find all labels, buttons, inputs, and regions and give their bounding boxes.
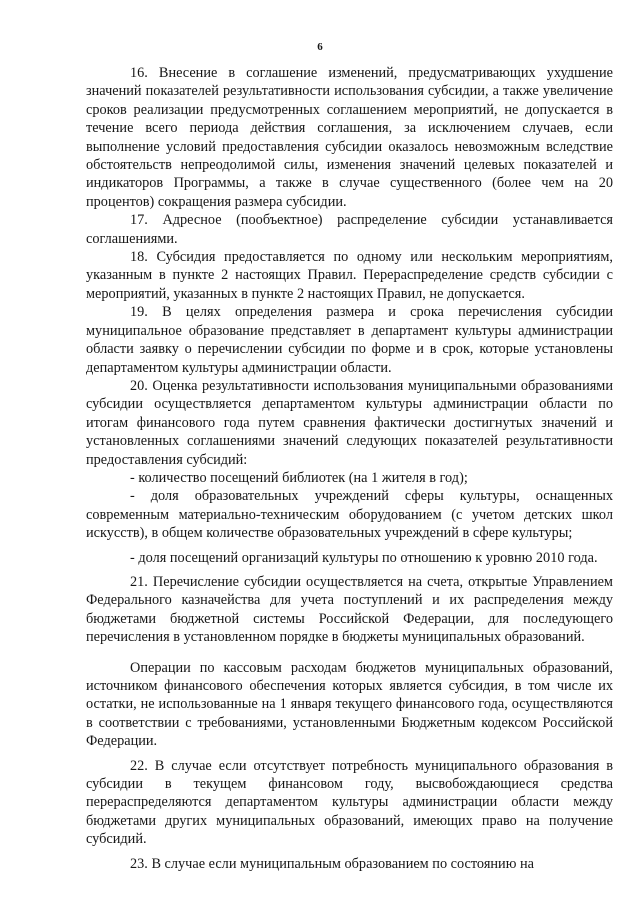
paragraph-cash-operations: Операции по кассовым расходам бюджетов муниципальных образований, источником финансового обеспечения которых является субсидия, в том числе их остатки, не использованные на 1 января текущего финансового года, осуществляются в соответствии с требованиями, установленными Бюджетным кодексом Российской Федерации. (86, 659, 613, 750)
indicator-library-visits: - количество посещений библиотек (на 1 жителя в год); (130, 469, 468, 486)
indicator-culture-visits: - доля посещений организаций культуры по отношению к уровню 2010 года. (130, 549, 598, 566)
paragraph-18: 18. Субсидия предоставляется по одному или нескольким мероприятиям, указанным в пункте 2 настоящих Правил. Перераспределение средств субсидии с мероприятий, указанных в пункте 2 настоящих Правил, не допускается. (86, 249, 613, 302)
paragraph-19: 19. В целях определения размера и срока перечисления субсидии муниципальное образование представляет в департамент культуры администрации области заявку о перечислении субсидии по форме и в срок, которые установлены департаментом культуры администрации области. (86, 304, 613, 376)
paragraph-22: 22. В случае если отсутствует потребность муниципального образования в субсидии в текущем финансовом году, высвобождающиеся средства перераспределяются департаментом культуры администрации области между бюджетами других муниципальных образований, имеющих право на получение субсидий. (86, 757, 613, 848)
paragraph-20: 20. Оценка результативности использования муниципальными образованиями субсидии осуществляется департаментом культуры администрации области по итогам финансового года путем сравнения фактически достигнутых значений и установленных соглашениями значений следующих показателей результативности предоставления субсидий: (86, 377, 613, 468)
paragraph-16: 16. Внесение в соглашение изменений, предусматривающих ухудшение значений показателей результативности использования субсидии, а также увеличение сроков реализации предусмотренных соглашением мероприятий, не допускается в течение всего периода действия соглашения, за исключением случаев, если выполнение условий предоставления субсидии оказалось невозможным вследствие обстоятельств непреодолимой силы, изменения значений целевых показателей и индикаторов Программы, а также в случае существенного (более чем на 20 процентов) сокращения размера субсидии. (86, 65, 613, 210)
page-number: 6 (317, 41, 323, 53)
indicator-equipped-institutions: - доля образовательных учреждений сферы культуры, оснащенных современным материально-техническим оборудованием (с учетом детских школ искусств), в общем количестве образовательных учреждений в сфере культуры; (86, 488, 613, 542)
document-body (86, 64, 613, 873)
paragraph-23: 23. В случае если муниципальным образованием по состоянию на (130, 855, 534, 872)
paragraph-17: 17. Адресное (пообъектное) распределение субсидии устанавливается соглашениями. (86, 212, 613, 247)
paragraph-21: 21. Перечисление субсидии осуществляется на счета, открытые Управлением Федерального казначейства для учета поступлений и их распределения между бюджетами бюджетной системы Российской Федерации, для последующего перечисления в установленном порядке в бюджеты муниципальных образований. (86, 573, 613, 646)
